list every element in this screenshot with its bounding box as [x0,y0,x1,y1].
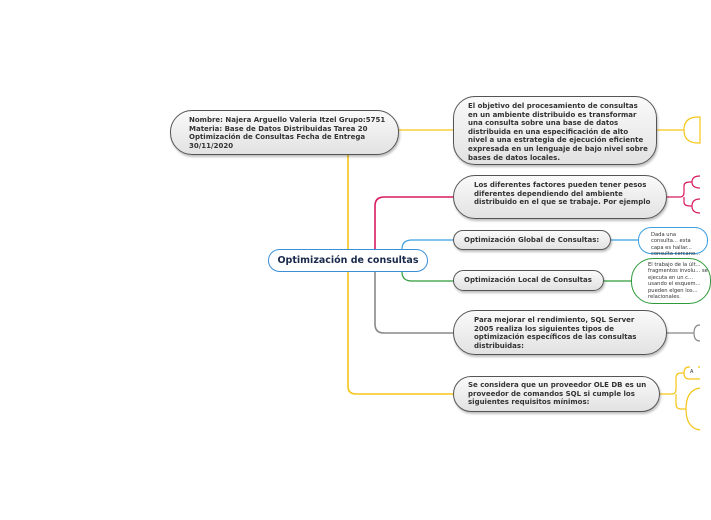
central-topic-node[interactable] [268,249,428,272]
branch-2-child-node-a [692,176,700,188]
branch-node-text: Se considera que un proveedor OLE DB es un proveedor de comandos SQL si cumple los siguientes requisitos mínimos: [468,381,647,407]
branch-node-sql-server[interactable] [453,310,667,355]
local-detail-text: El trabajo de la últ... fragmentos involu... se ejecuta en un c... usando el esquem... pueden elgen los... relacionales. [648,262,708,301]
branch-node-ole-db[interactable] [453,376,660,412]
branch-5-child-node [694,325,700,341]
branch-node-text: Optimización Global de Consultas: [464,235,600,244]
info-node[interactable] [170,110,399,155]
branch-6-child-node-b [686,388,700,430]
branch-2-child-node-b [692,199,700,213]
branch-node-text: Optimización Local de Consultas [464,276,592,285]
branch-node-objetivo[interactable] [453,96,657,165]
global-detail-text: Dada una consulta... esta capa es hallar... consulta cercano... [651,232,701,258]
branch-node-text: El objetivo del procesamiento de consultas en un ambiente distribuido es transformar una consulta sobre una base de datos distribuida en una especificación de alto nivel a una estrategia de ejecución eficiente expresada en un lenguaje de bajo nivel sobre bases de datos locales. [468,102,648,162]
central-topic-label: Optimización de consultas [277,255,419,266]
branch-node-text: Los diferentes factores pueden tener pesos diferentes dependiendo del ambiente distribuido en el que se trabaje. Por ejemplo [474,181,651,207]
branch-1-child-node [684,117,700,143]
branch-node-text: Para mejorar el rendimiento, SQL Server 2005 realiza los siguientes tipos de optimización específicos de las consultas distribuidas: [474,316,637,350]
global-detail-node[interactable] [638,227,708,258]
local-detail-node[interactable] [631,258,711,304]
info-node-text: Nombre: Najera Arguello Valeria Itzel Grupo:5751 Materia: Base de Datos Distribuidas Tarea 20 Optimización de Consultas Fecha de Entrega 30/11/2020 [189,116,386,150]
branch-node-optimizacion-global[interactable] [453,230,611,250]
ole-db-small-label: A [690,366,698,378]
branch-node-optimizacion-local[interactable] [453,270,604,291]
branch-node-factores[interactable] [453,175,667,219]
